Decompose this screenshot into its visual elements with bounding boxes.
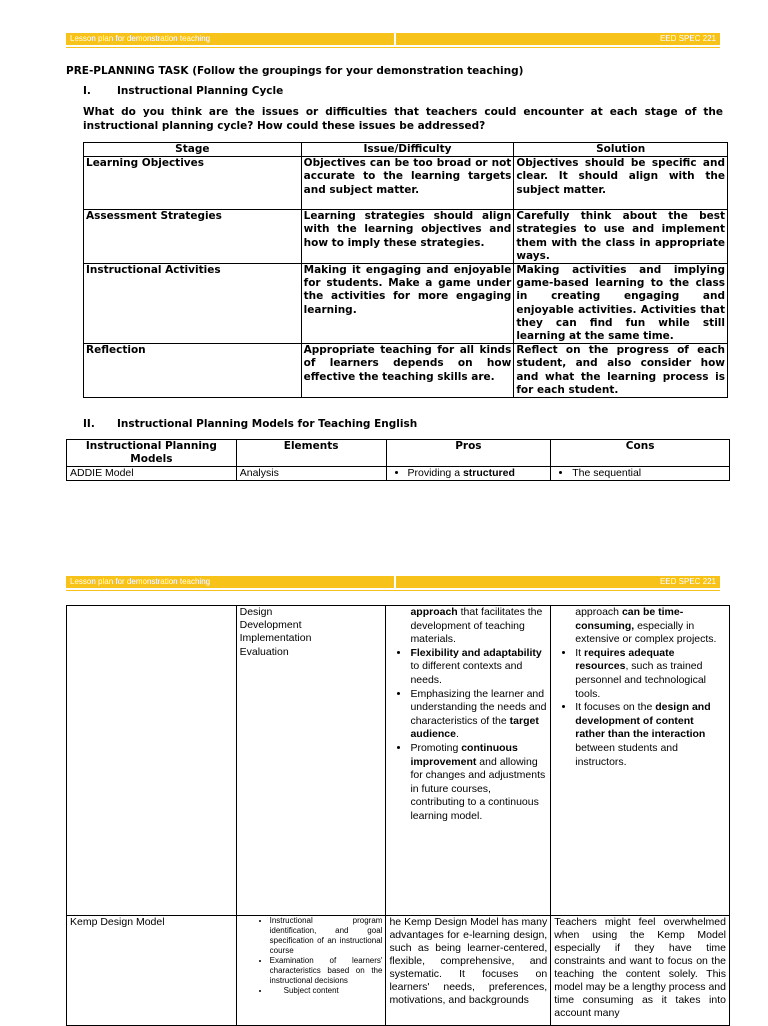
- con-text: It focuses on the: [575, 701, 656, 714]
- header-course-code: EED SPEC 221: [659, 577, 716, 586]
- element-item: Implementation: [239, 632, 312, 645]
- header-course-code: EED SPEC 221: [659, 34, 716, 43]
- header-models: Instructional Planning Models: [67, 440, 237, 467]
- table-row: [84, 157, 728, 210]
- solution-cell: Reflect on the progress of each student, and also consider how and what the learning process is for each student.: [514, 344, 728, 398]
- con-text: • The sequential: [572, 467, 726, 480]
- pro-emphasis: approach: [410, 606, 458, 618]
- element-item: Evaluation: [239, 645, 289, 658]
- header-course-title: Lesson plan for demonstration teaching: [70, 34, 211, 43]
- page-title: PRE-PLANNING TASK (Follow the groupings for your demonstration teaching): [66, 65, 524, 77]
- stage-cell: Learning Objectives: [84, 157, 302, 210]
- element-item: • Examination of learners' characteristics based on the instructional decisions: [270, 956, 383, 986]
- pro-text: that facilitates the development of teaching materials.: [410, 606, 543, 646]
- con-continued: [554, 606, 726, 647]
- planning-models-table: [66, 439, 730, 481]
- cons-cell: Teachers might feel overwhelmed when using the Kemp Model especially if they have time constraints and want to focus on the teaching the content solely. This model may be a lengthy process and time consuming as it takes into account many: [551, 916, 730, 1026]
- pro-text: to different contexts and needs.: [410, 660, 523, 686]
- planning-cycle-table: [83, 142, 728, 398]
- pro-emphasis: target audience: [410, 714, 539, 741]
- header-course-title: Lesson plan for demonstration teaching: [70, 577, 211, 586]
- section-1-heading: [83, 85, 283, 97]
- section-2-title: Instructional Planning Models for Teaching English: [117, 418, 418, 430]
- con-item: [575, 701, 726, 769]
- header-stage: Stage: [84, 143, 302, 157]
- table-row: [67, 467, 730, 481]
- pros-cell: [386, 606, 551, 916]
- table-row: [84, 210, 728, 264]
- pro-text: and allowing for changes and adjustments in future courses, contributing to a continuous learning model.: [410, 755, 546, 822]
- table-header-row: [67, 440, 730, 467]
- con-text: approach: [575, 606, 622, 618]
- model-cell: [67, 606, 237, 916]
- pros-cell: [386, 467, 551, 481]
- planning-models-table-continued: [66, 605, 730, 1026]
- model-cell: ADDIE Model: [67, 467, 237, 481]
- element-item: Design: [239, 606, 273, 618]
- solution-cell: Carefully think about the best strategies to use and implement them with the class in appropriate ways.: [514, 210, 728, 264]
- header-divider: [394, 33, 396, 45]
- element-item: • Subject content: [270, 986, 383, 996]
- con-text: especially in extensive or complex projects.: [575, 619, 717, 646]
- page-header: [66, 33, 720, 45]
- header-divider: [394, 576, 396, 588]
- header-elements: Elements: [236, 440, 386, 467]
- section-2-number: II.: [83, 418, 95, 430]
- header-underline: [66, 590, 720, 591]
- element-cell: Analysis: [236, 467, 386, 481]
- table-row: [84, 264, 728, 344]
- table-row: [84, 344, 728, 398]
- header-cons: Cons: [551, 440, 730, 467]
- solution-cell: Objectives should be specific and clear. It should align with the subject matter.: [514, 157, 728, 210]
- table-row: [67, 606, 730, 916]
- cons-cell: [551, 467, 730, 481]
- pro-continued: [389, 606, 547, 647]
- con-text: It: [575, 646, 584, 659]
- header-solution: Solution: [514, 143, 728, 157]
- pro-item: [410, 742, 547, 824]
- pro-item: [410, 647, 547, 688]
- page-header-2: [66, 576, 720, 588]
- issue-cell: Making it engaging and enjoyable for students. Make a game under the activities for more engaging learning.: [301, 264, 514, 344]
- header-underline: [66, 47, 720, 48]
- con-emphasis: can be time-consuming,: [575, 606, 684, 632]
- model-cell: Kemp Design Model: [67, 916, 237, 1026]
- section-2-heading: [83, 418, 417, 430]
- con-text: between students and instructors.: [575, 741, 678, 768]
- issue-cell: Objectives can be too broad or not accurate to the learning targets and subject matter.: [301, 157, 514, 210]
- pro-emphasis: continuous improvement: [410, 741, 518, 768]
- section-1-number: I.: [83, 85, 91, 97]
- con-emphasis: design and development of content rather than the interaction: [575, 701, 711, 741]
- pro-text: Emphasizing the learner and understanding the needs and characteristics of the: [410, 687, 547, 727]
- pro-emphasis: structured: [462, 467, 515, 479]
- table-row: [67, 916, 730, 1026]
- con-item: [575, 647, 726, 701]
- element-item: Development: [239, 619, 302, 632]
- stage-cell: Instructional Activities: [84, 264, 302, 344]
- section-1-question: What do you think are the issues or difficulties that teachers could encounter at each stage of the instructional planning cycle? How could these issues be addressed?: [83, 106, 723, 132]
- pros-cell: he Kemp Design Model has many advantages for e-learning design, such as being learner-centered, flexible, comprehensive, and systematic. It focuses on learners' needs, preferences, motivations, and backgrounds: [386, 916, 551, 1026]
- solution-cell: Making activities and implying game-based learning to the class in creating engaging and enjoyable activities. Activities that they can find fun while still learning at the same time.: [514, 264, 728, 344]
- pro-text: .: [455, 728, 459, 741]
- cons-cell: [551, 606, 730, 916]
- pro-emphasis: Flexibility and adaptability: [410, 646, 542, 659]
- pro-text: Promoting: [410, 741, 462, 754]
- con-text: , such as trained personnel and technological tools.: [575, 660, 706, 700]
- section-1-title: Instructional Planning Cycle: [117, 85, 284, 97]
- elements-cell: [236, 916, 386, 1026]
- stage-cell: Reflection: [84, 344, 302, 398]
- issue-cell: Learning strategies should align with the learning objectives and how to imply these strategies.: [301, 210, 514, 264]
- stage-cell: Assessment Strategies: [84, 210, 302, 264]
- issue-cell: Appropriate teaching for all kinds of learners depends on how effective the teaching skills are.: [301, 344, 514, 398]
- pro-text: Providing a: [407, 467, 463, 479]
- element-item: • Instructional program identification, and goal specification of an instructional course: [270, 916, 383, 956]
- header-pros: Pros: [386, 440, 551, 467]
- pro-item: [410, 688, 547, 742]
- header-issue: Issue/Difficulty: [301, 143, 514, 157]
- con-emphasis: requires adequate resources: [575, 646, 675, 673]
- elements-cell: [236, 606, 386, 916]
- table-header-row: [84, 143, 728, 157]
